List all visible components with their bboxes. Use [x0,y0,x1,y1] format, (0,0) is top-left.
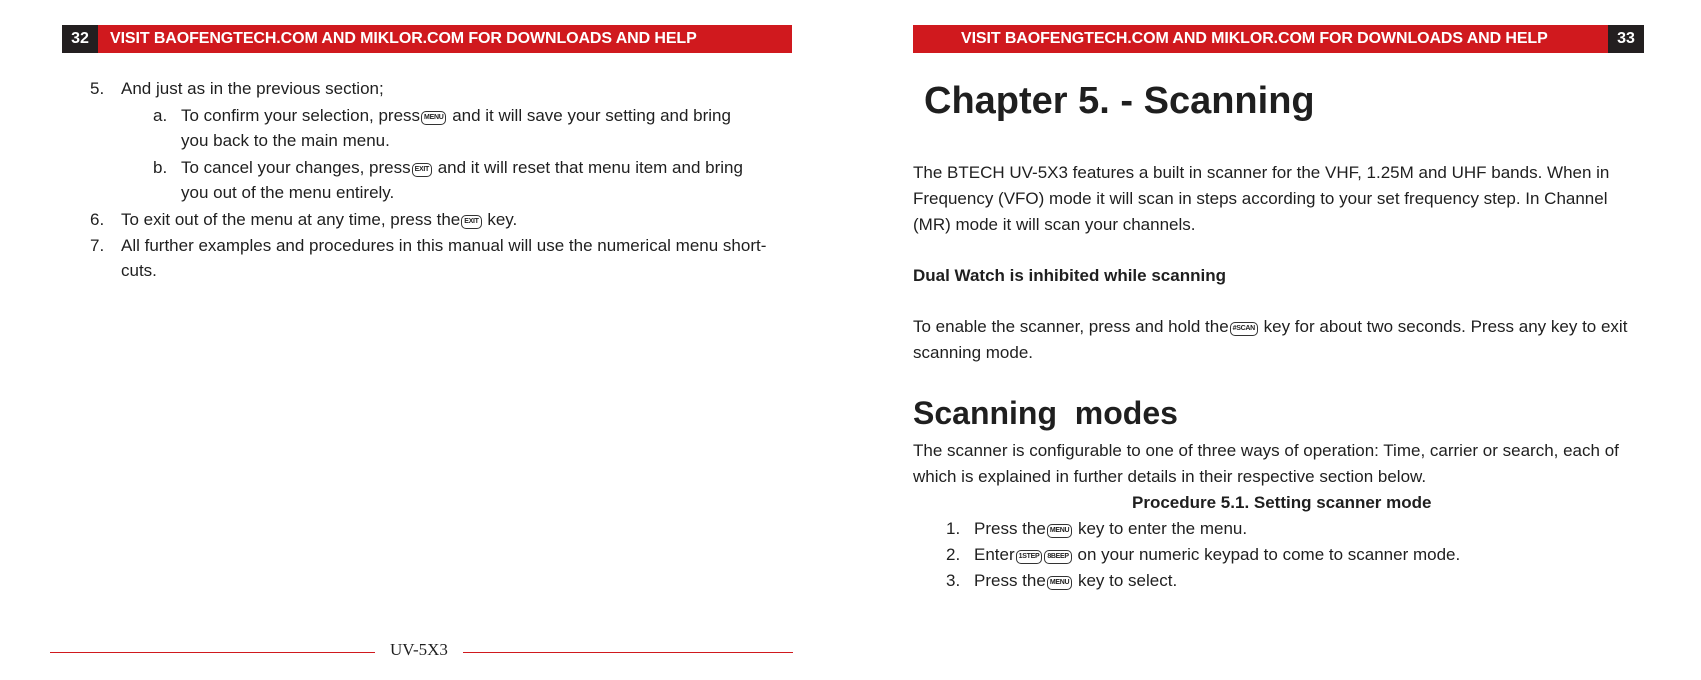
list-item: To exit out of the menu at any time, press the EXIT key. [121,210,518,229]
header-text: VISIT BAOFENGTECH.COM AND MIKLOR.COM FOR DOWNLOADS AND HELP [98,25,792,53]
paragraph-line: Frequency (VFO) mode it will scan in steps according to your set frequency step. In Channel [913,189,1608,208]
procedure-step: Press the MENU key to select. [974,571,1178,590]
step-number: 2. [946,545,961,564]
menu-key-icon: MENU [1047,576,1072,590]
list-item: And just as in the previous section; [121,79,384,98]
list-item: To confirm your selection, press MENU and it will save your setting and bring [181,106,731,125]
procedure-step: Enter 1STEP 8BEEP on your numeric keypad to come to scanner mode. [974,545,1461,564]
paragraph-line: The scanner is configurable to one of three ways of operation: Time, carrier or search, each of [913,441,1619,460]
list-item-continuation: you back to the main menu. [181,131,390,150]
list-number: 7. [90,236,105,255]
scan-key-icon: #SCAN [1230,322,1258,336]
section-title: Scanning modes [913,395,1178,431]
page-header [62,25,792,53]
right-page [850,0,1701,680]
list-number: 6. [90,210,105,229]
procedure-step: Press the MENU key to enter the menu. [974,519,1248,538]
page-header [913,25,1644,53]
list-item: To cancel your changes, press EXIT and it will reset that menu item and bring [181,158,743,177]
step-number: 3. [946,571,961,590]
beep-key-icon: 8BEEP [1044,550,1071,564]
step-number: 1. [946,519,961,538]
header-text: VISIT BAOFENGTECH.COM AND MIKLOR.COM FOR DOWNLOADS AND HELP [913,25,1608,53]
paragraph-line: which is explained in further details in their respective section below. [913,467,1427,486]
exit-key-icon: EXIT [412,163,432,177]
footer-rule-left [50,652,375,653]
list-number: 5. [90,79,105,98]
paragraph-line: The BTECH UV-5X3 features a built in scanner for the VHF, 1.25M and UHF bands. When in [913,163,1610,182]
footer-rule-right [463,652,793,653]
step-key-icon: 1STEP [1016,550,1043,564]
page-number: 32 [62,25,98,53]
left-page [0,0,850,680]
page-number: 33 [1608,25,1644,53]
sub-letter: b. [153,158,168,177]
paragraph-line: To enable the scanner, press and hold the #SCAN key for about two seconds. Press any key to exit [913,317,1628,336]
list-item: All further examples and procedures in this manual will use the numerical menu short- [121,236,767,255]
chapter-title: Chapter 5. - Scanning [924,80,1315,122]
procedure-title: Procedure 5.1. Setting scanner mode [1132,493,1432,512]
list-item-continuation: you out of the menu entirely. [181,183,395,202]
footer-model: UV-5X3 [390,640,448,659]
scanning-note: Dual Watch is inhibited while scanning [913,266,1226,285]
paragraph-line: scanning mode. [913,343,1034,362]
list-item-continuation: cuts. [121,261,157,280]
exit-key-icon: EXIT [461,215,481,229]
paragraph-line: (MR) mode it will scan your channels. [913,215,1196,234]
menu-key-icon: MENU [421,111,446,125]
menu-key-icon: MENU [1047,524,1072,538]
sub-letter: a. [153,106,168,125]
